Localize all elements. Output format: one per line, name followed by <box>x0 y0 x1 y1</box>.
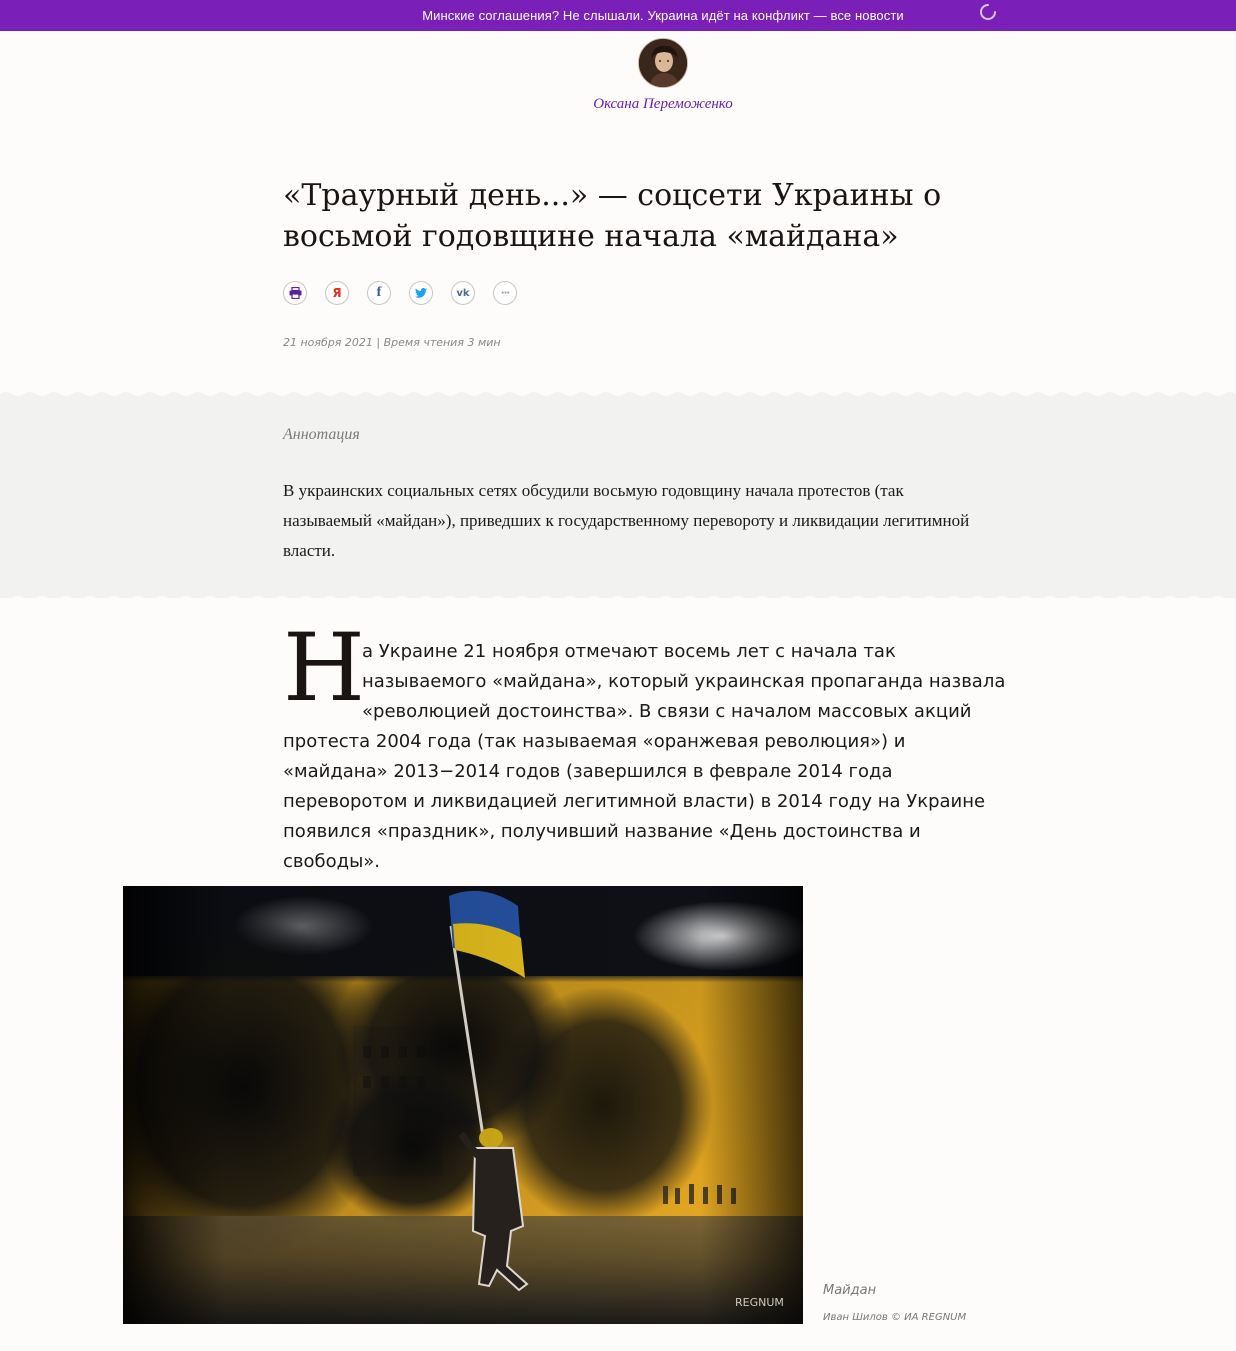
author-avatar[interactable] <box>638 38 688 88</box>
share-facebook-button[interactable] <box>367 281 391 305</box>
share-yandex-button[interactable] <box>325 281 349 305</box>
share-bar <box>283 281 517 305</box>
loading-spinner-icon <box>979 3 997 21</box>
top-news-link[interactable]: Минские соглашения? Не слышали. Украина идёт на конфликт — все новости <box>422 8 904 23</box>
print-button[interactable] <box>283 281 307 305</box>
image-caption: Майдан <box>823 1283 877 1298</box>
article-lead-paragraph <box>283 637 1013 877</box>
share-more-button[interactable] <box>493 281 517 305</box>
author-name-link[interactable]: Оксана Переможенко <box>593 96 733 112</box>
drop-cap: Н <box>283 614 365 723</box>
image-watermark: REGNUM <box>735 1296 784 1309</box>
twitter-icon <box>415 288 427 298</box>
annotation-text: В украинских социальных сетях обсудили восьмую годовщину начала протестов (так называемый «майдан»), приведших к государственному перевороту и ликвидации легитимной власти. <box>283 481 970 560</box>
print-icon <box>289 287 302 299</box>
more-icon: ··· <box>500 287 510 299</box>
wave-divider <box>0 390 1236 398</box>
wave-divider <box>0 594 1236 602</box>
maidan-illustration <box>123 886 803 1324</box>
article-meta: 21 ноября 2021 | Время чтения 3 мин <box>283 336 501 349</box>
yandex-icon: Я <box>332 286 342 300</box>
top-news-banner[interactable] <box>0 0 1236 31</box>
vk-icon: vk <box>456 287 470 299</box>
share-twitter-button[interactable] <box>409 281 433 305</box>
lead-text: а Украине 21 ноября отмечают восемь лет с начала так называемого «майдана», который украинская пропаганда назвала «революцией достоинства». В связи с началом массовых акций протеста 2004 года (так называемая «оранжевая революция») и «майдана» 2013−2014 годов (завершился в феврале 2014 года переворотом и ликвидацией легитимной власти) в 2014 году на Украине появился «праздник», получивший название «День достоинства и свободы». <box>283 641 1006 872</box>
annotation-block <box>0 392 1236 598</box>
annotation-heading: Аннотация <box>283 426 360 443</box>
image-credit: Иван Шилов © ИА REGNUM <box>823 1312 967 1323</box>
share-vk-button[interactable] <box>451 281 475 305</box>
article-title: «Траурный день...» — соцсети Украины о восьмой годовщине начала «майдана» <box>283 178 942 254</box>
article-image[interactable] <box>123 886 803 1324</box>
facebook-icon: f <box>376 285 382 300</box>
